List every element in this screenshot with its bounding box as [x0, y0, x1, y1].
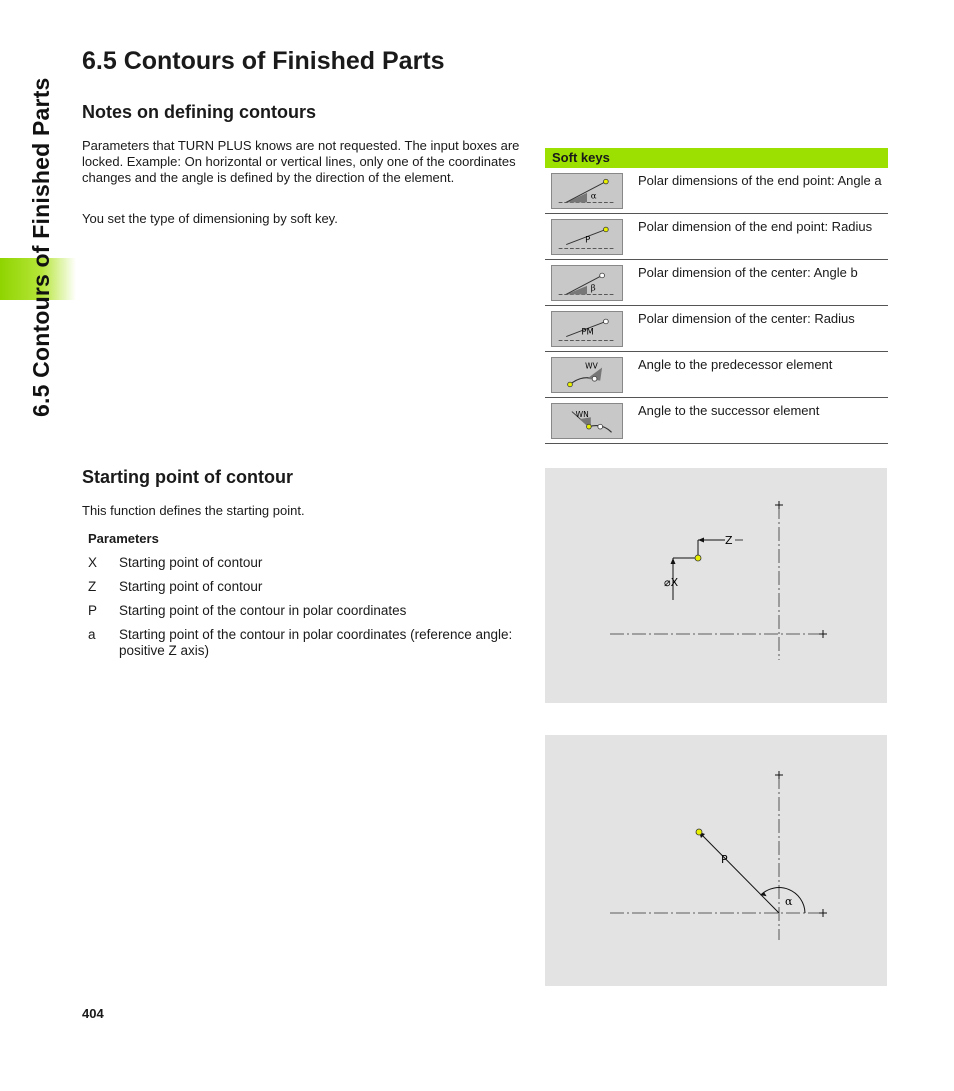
- softkey-label: Angle to the successor element: [638, 403, 820, 418]
- angle-predecessor-icon[interactable]: [551, 357, 623, 393]
- icon-label: WN: [575, 410, 589, 420]
- label-x: ⌀X: [664, 576, 679, 589]
- icon-label: PM: [581, 327, 594, 338]
- icon-label: α: [590, 191, 597, 202]
- starting-paragraph: This function defines the starting point.: [82, 503, 305, 518]
- parameter-desc: Starting point of the contour in polar coordinates (reference angle: positive Z axis): [119, 627, 513, 658]
- parameter-key: Z: [88, 579, 97, 594]
- parameter-key: a: [88, 627, 96, 642]
- parameters-heading: Parameters: [88, 531, 159, 546]
- softkey-row: [545, 260, 888, 306]
- parameter-desc: Starting point of contour: [119, 579, 263, 594]
- notes-heading: Notes on defining contours: [82, 102, 316, 122]
- polar-end-radius-icon[interactable]: [551, 219, 623, 255]
- starting-point-polar-figure: [545, 735, 887, 986]
- softkey-row: [545, 214, 888, 260]
- softkeys-table: [545, 148, 888, 444]
- polar-end-angle-icon[interactable]: [551, 173, 623, 209]
- page-title: 6.5 Contours of Finished Parts: [82, 47, 445, 75]
- softkey-label: Polar dimensions of the end point: Angle a: [638, 173, 882, 188]
- label-alpha: α: [785, 895, 793, 908]
- parameter-desc: Starting point of contour: [119, 555, 263, 570]
- notes-paragraph-2: You set the type of dimensioning by soft key.: [82, 211, 338, 226]
- polar-center-radius-icon[interactable]: [551, 311, 623, 347]
- side-tab-title: 6.5 Contours of Finished Parts: [28, 77, 54, 417]
- page-number: 404: [82, 1006, 104, 1021]
- parameter-key: P: [88, 603, 98, 618]
- icon-label: WV: [585, 361, 598, 371]
- softkey-row: [545, 352, 888, 398]
- softkey-label: Angle to the predecessor element: [638, 357, 833, 372]
- parameter-desc: Starting point of the contour in polar coordinates: [119, 603, 407, 618]
- parameter-key: X: [88, 555, 98, 570]
- polar-center-angle-icon[interactable]: [551, 265, 623, 301]
- starting-heading: Starting point of contour: [82, 467, 293, 487]
- softkey-row: [545, 168, 888, 214]
- starting-point-cartesian-figure: [545, 468, 887, 703]
- softkey-label: Polar dimension of the center: Angle b: [638, 265, 858, 280]
- softkey-label: Polar dimension of the center: Radius: [638, 311, 855, 326]
- label-z: Z: [725, 534, 733, 547]
- icon-label: P: [585, 235, 591, 246]
- softkey-row: [545, 306, 888, 352]
- softkey-label: Polar dimension of the end point: Radius: [638, 219, 873, 234]
- icon-label: β: [590, 283, 596, 294]
- label-p: P: [721, 853, 728, 866]
- softkeys-header: Soft keys: [545, 148, 888, 168]
- notes-paragraph-1: Parameters that TURN PLUS knows are not requested. The input boxes are locked. Example: On horizontal or vertical lines, only one of the coordinates changes and the angle is defined by the direction of the element.: [82, 138, 520, 185]
- angle-successor-icon[interactable]: [551, 403, 623, 439]
- softkey-row: [545, 398, 888, 444]
